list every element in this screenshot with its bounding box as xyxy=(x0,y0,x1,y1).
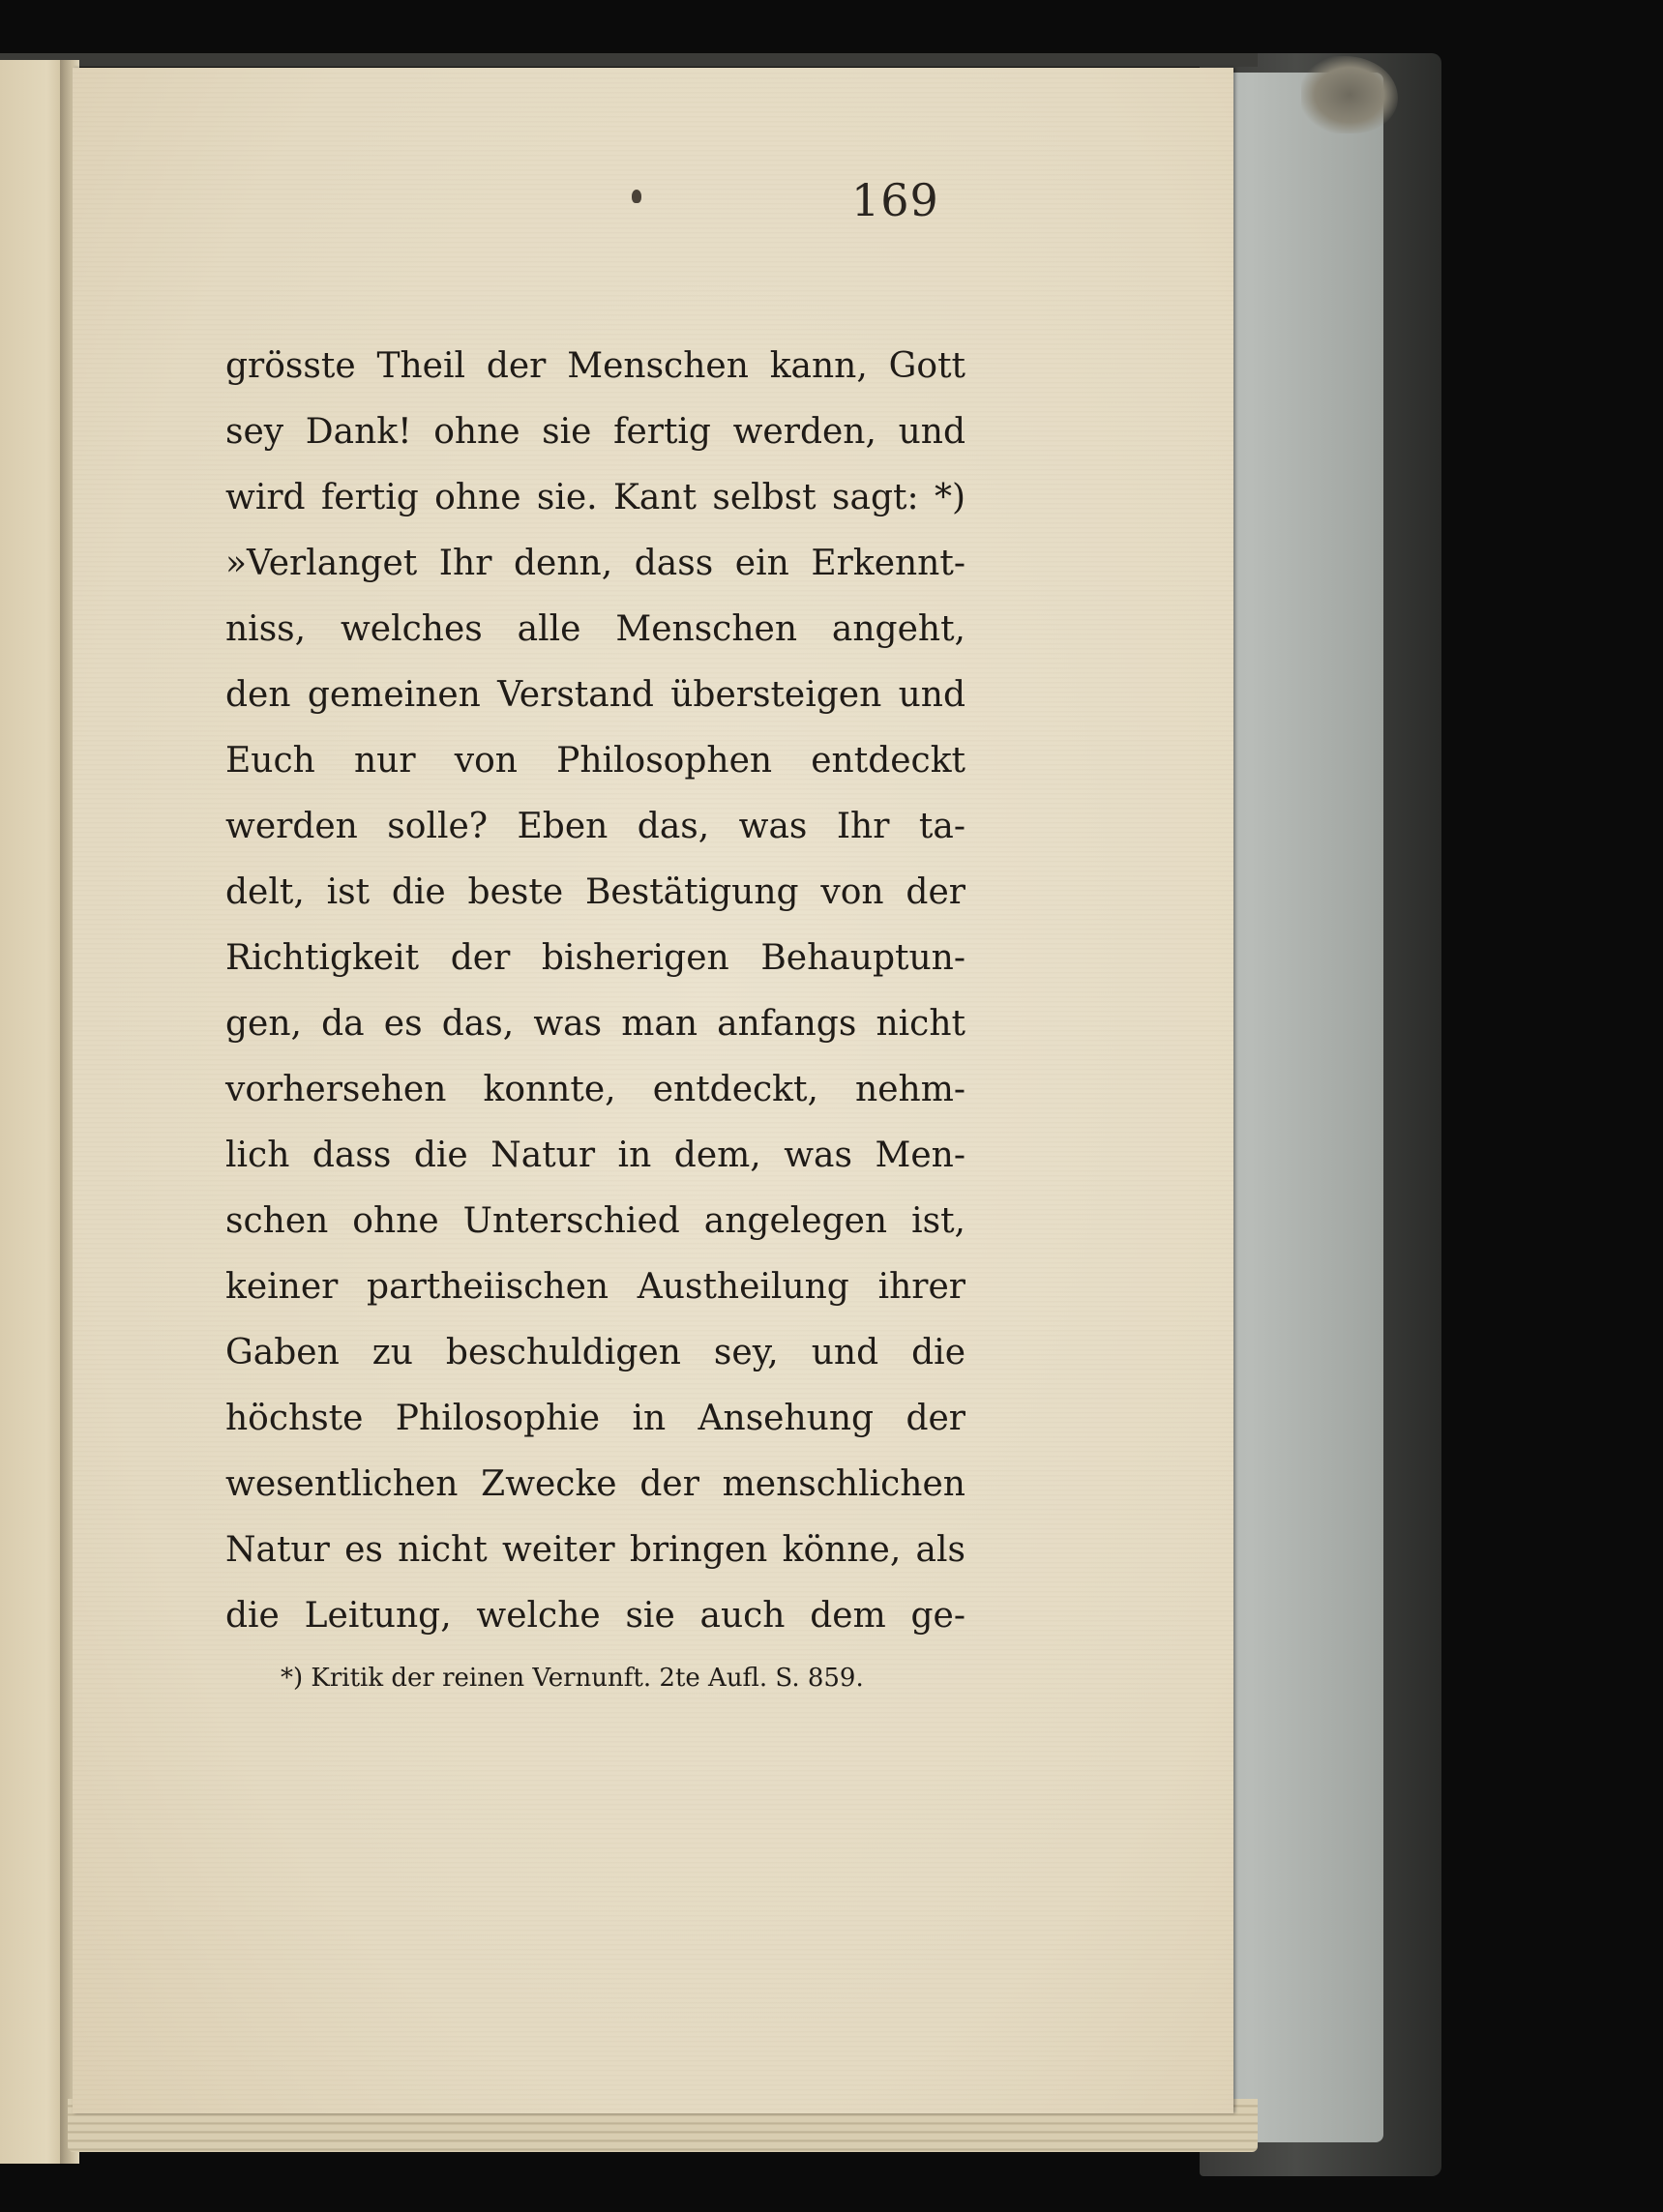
text-line: sey Dank! ohne sie fertig werden, und xyxy=(225,412,965,452)
text-line: Euch nur von Philosophen entdeckt xyxy=(225,741,965,781)
page-number: 169 xyxy=(851,174,939,226)
text-line: höchste Philosophie in Ansehung der xyxy=(225,1399,965,1438)
text-line: grösste Theil der Menschen kann, Gott xyxy=(225,346,965,386)
text-line: werden solle? Eben das, was Ihr ta- xyxy=(225,807,965,846)
facing-page xyxy=(0,60,68,2164)
text-line: vorhersehen konnte, entdeckt, nehm- xyxy=(225,1070,965,1109)
text-line: wird fertig ohne sie. Kant selbst sagt: *) xyxy=(225,478,965,517)
text-line: niss, welches alle Menschen angeht, xyxy=(225,609,965,649)
text-line: Richtigkeit der bisherigen Behauptun- xyxy=(225,938,965,978)
text-line: delt, ist die beste Bestätigung von der xyxy=(225,872,965,912)
text-line: den gemeinen Verstand übersteigen und xyxy=(225,675,965,715)
text-line: wesentlichen Zwecke der menschlichen xyxy=(225,1464,965,1504)
ink-mark xyxy=(632,190,641,203)
text-line: lich dass die Natur in dem, was Men- xyxy=(225,1135,965,1175)
text-line: »Verlanget Ihr denn, dass ein Erkennt- xyxy=(225,544,965,583)
text-line: keiner partheiischen Austheilung ihrer xyxy=(225,1267,965,1307)
text-line: Natur es nicht weiter bringen könne, als xyxy=(225,1530,965,1570)
footnote: *) Kritik der reinen Vernunft. 2te Aufl. S. 859. xyxy=(281,1664,864,1693)
text-line: gen, da es das, was man anfangs nicht xyxy=(225,1004,965,1044)
top-edge xyxy=(0,53,1258,67)
text-line: schen ohne Unterschied angelegen ist, xyxy=(225,1201,965,1241)
text-line: die Leitung, welche sie auch dem ge- xyxy=(225,1596,965,1636)
text-line: Gaben zu beschuldigen sey, und die xyxy=(225,1333,965,1372)
body-text xyxy=(225,334,965,1649)
